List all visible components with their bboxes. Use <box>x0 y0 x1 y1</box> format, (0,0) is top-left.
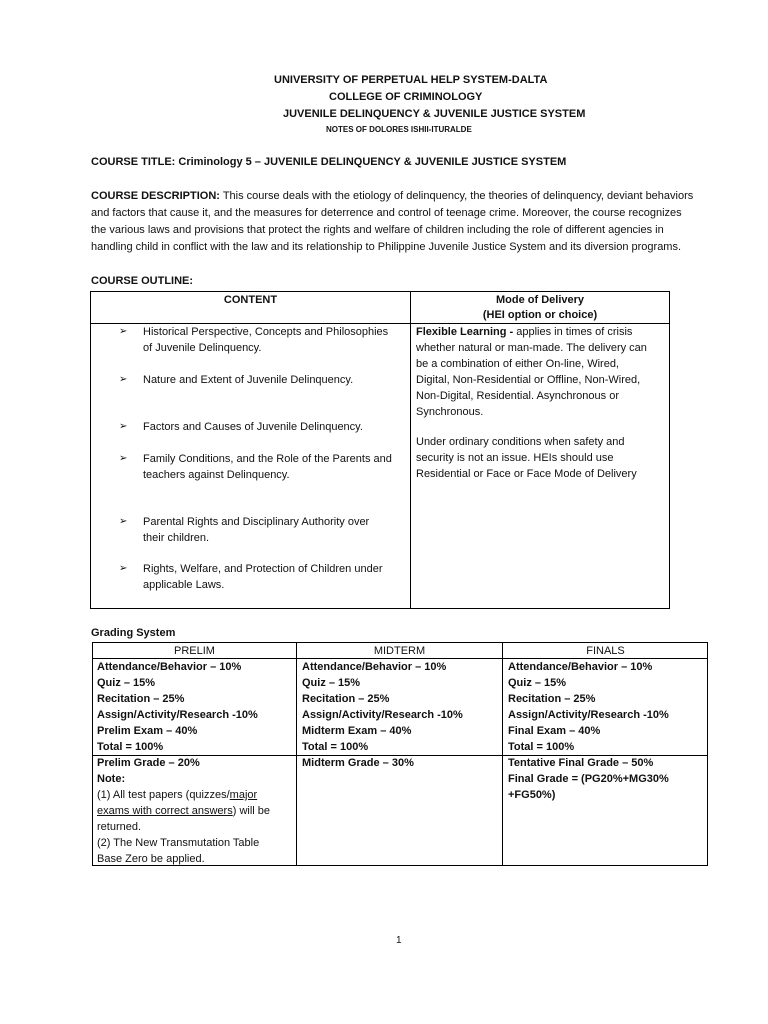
prelim-grade-cell <box>97 755 270 867</box>
course-outline-label: COURSE OUTLINE: <box>91 275 194 287</box>
outline-item-text: Parental Rights and Disciplinary Authority over <box>143 516 370 528</box>
grade-item: Assign/Activity/Research -10% <box>508 709 669 721</box>
tentative-final-grade: Tentative Final Grade – 50% <box>508 757 654 769</box>
grade-item: Recitation – 25% <box>508 693 596 705</box>
midterm-grade: Midterm Grade – 30% <box>302 757 414 769</box>
grading-table <box>92 642 708 866</box>
mode-line: Digital, Non-Residential or Offline, Non-Wired, <box>416 374 641 386</box>
note-line: exams with correct answers) will be <box>97 805 271 817</box>
midterm-breakdown <box>302 659 463 755</box>
notes-author: NOTES OF DOLORES ISHII-ITURALDE <box>326 125 472 134</box>
prelim-header: PRELIM <box>174 645 215 657</box>
final-grade-cell <box>508 755 669 803</box>
grade-item: Total = 100% <box>97 741 164 753</box>
grade-item: Attendance/Behavior – 10% <box>97 661 242 673</box>
mode-line: be a combination of either On-line, Wired, <box>416 358 619 370</box>
midterm-grade-cell <box>302 755 414 771</box>
note-label: Note: <box>97 773 126 785</box>
grade-item: Quiz – 15% <box>508 677 567 689</box>
description-line: the various laws and provisions that protect the rights and welfare of children including the role of different agencies in <box>91 224 664 236</box>
outline-item-text: teachers against Delinquency. <box>143 469 290 481</box>
arrow-bullet-icon: ➢ <box>119 374 128 385</box>
outline-item-text: of Juvenile Delinquency. <box>143 342 262 354</box>
mode-line: Under ordinary conditions when safety and <box>416 436 625 448</box>
finals-header: FINALS <box>586 645 625 657</box>
grade-item: Total = 100% <box>508 741 575 753</box>
note-line: Base Zero be applied. <box>97 853 205 865</box>
grade-item: Total = 100% <box>302 741 369 753</box>
final-grade-formula: Final Grade = (PG20%+MG30% <box>508 773 669 785</box>
arrow-bullet-icon: ➢ <box>119 453 128 464</box>
grade-item: Quiz – 15% <box>302 677 361 689</box>
outline-item-text: Nature and Extent of Juvenile Delinquency. <box>143 374 354 386</box>
column-divider <box>502 643 503 865</box>
arrow-bullet-icon: ➢ <box>119 516 128 527</box>
outline-item-text: Factors and Causes of Juvenile Delinquency. <box>143 421 363 433</box>
mode-line: Residential or Face or Face Mode of Delivery <box>416 468 637 480</box>
university-name: UNIVERSITY OF PERPETUAL HELP SYSTEM-DALTA <box>274 74 548 86</box>
mode-header-line: (HEI option or choice) <box>482 309 598 321</box>
grade-item: Final Exam – 40% <box>508 725 601 737</box>
midterm-header: MIDTERM <box>373 645 426 657</box>
mode-line: Synchronous. <box>416 406 484 418</box>
note-line: (1) All test papers (quizzes/major <box>97 789 258 801</box>
grade-item: Recitation – 25% <box>302 693 390 705</box>
description-line: This course deals with the etiology of delinquency, the theories of delinquency, deviant behaviors <box>219 190 694 202</box>
mode-line: applies in times of crisis <box>513 326 633 338</box>
arrow-bullet-icon: ➢ <box>119 563 128 574</box>
page-number: 1 <box>396 935 402 946</box>
outline-item-text: Historical Perspective, Concepts and Philosophies <box>143 326 389 338</box>
mode-column-header <box>411 293 669 323</box>
prelim-breakdown <box>97 659 258 755</box>
description-line: handling child in conflict with the law and its relationship to Philippine Juvenile Justice System and its diversion programs. <box>91 241 682 253</box>
grade-item: Assign/Activity/Research -10% <box>302 709 463 721</box>
grade-item: Recitation – 25% <box>97 693 185 705</box>
column-divider <box>410 292 411 608</box>
grade-item: Attendance/Behavior – 10% <box>302 661 447 673</box>
grade-item: Quiz – 15% <box>97 677 156 689</box>
arrow-bullet-icon: ➢ <box>119 326 128 337</box>
outline-item-text: Rights, Welfare, and Protection of Children under <box>143 563 383 575</box>
column-divider <box>296 643 297 865</box>
flexible-learning-label: Flexible Learning - <box>416 326 514 338</box>
course-outline-table <box>90 291 670 609</box>
course-description-label: COURSE DESCRIPTION: <box>91 190 220 202</box>
description-line: and factors that cause it, and the measures for deterrence and control of teenage crime. Moreover, the course recognizes <box>91 207 682 219</box>
arrow-bullet-icon: ➢ <box>119 421 128 432</box>
prelim-grade: Prelim Grade – 20% <box>97 757 200 769</box>
mode-line: security is not an issue. HEIs should use <box>416 452 614 464</box>
grade-item: Assign/Activity/Research -10% <box>97 709 258 721</box>
outline-item-text: their children. <box>143 532 210 544</box>
course-description <box>91 188 711 256</box>
course-title: COURSE TITLE: Criminology 5 – JUVENILE DELINQUENCY & JUVENILE JUSTICE SYSTEM <box>91 156 567 168</box>
mode-line: Non-Digital, Residential. Asynchronous or <box>416 390 619 402</box>
grading-system-label: Grading System <box>91 627 176 639</box>
college-name: COLLEGE OF CRIMINOLOGY <box>329 91 483 103</box>
final-grade-formula: +FG50%) <box>508 789 556 801</box>
grade-item: Attendance/Behavior – 10% <box>508 661 653 673</box>
grade-item: Prelim Exam – 40% <box>97 725 198 737</box>
finals-breakdown <box>508 659 669 755</box>
mode-header-line: Mode of Delivery <box>495 294 585 306</box>
outline-item-text: Family Conditions, and the Role of the Parents and <box>143 453 392 465</box>
content-column-header: CONTENT <box>223 294 278 306</box>
note-line: (2) The New Transmutation Table <box>97 837 260 849</box>
subject-title: JUVENILE DELINQUENCY & JUVENILE JUSTICE SYSTEM <box>283 108 586 120</box>
mode-of-delivery-text <box>416 324 668 482</box>
outline-item-text: applicable Laws. <box>143 579 225 591</box>
note-line: returned. <box>97 821 142 833</box>
mode-line: whether natural or man-made. The delivery can <box>416 342 647 354</box>
grade-item: Midterm Exam – 40% <box>302 725 412 737</box>
